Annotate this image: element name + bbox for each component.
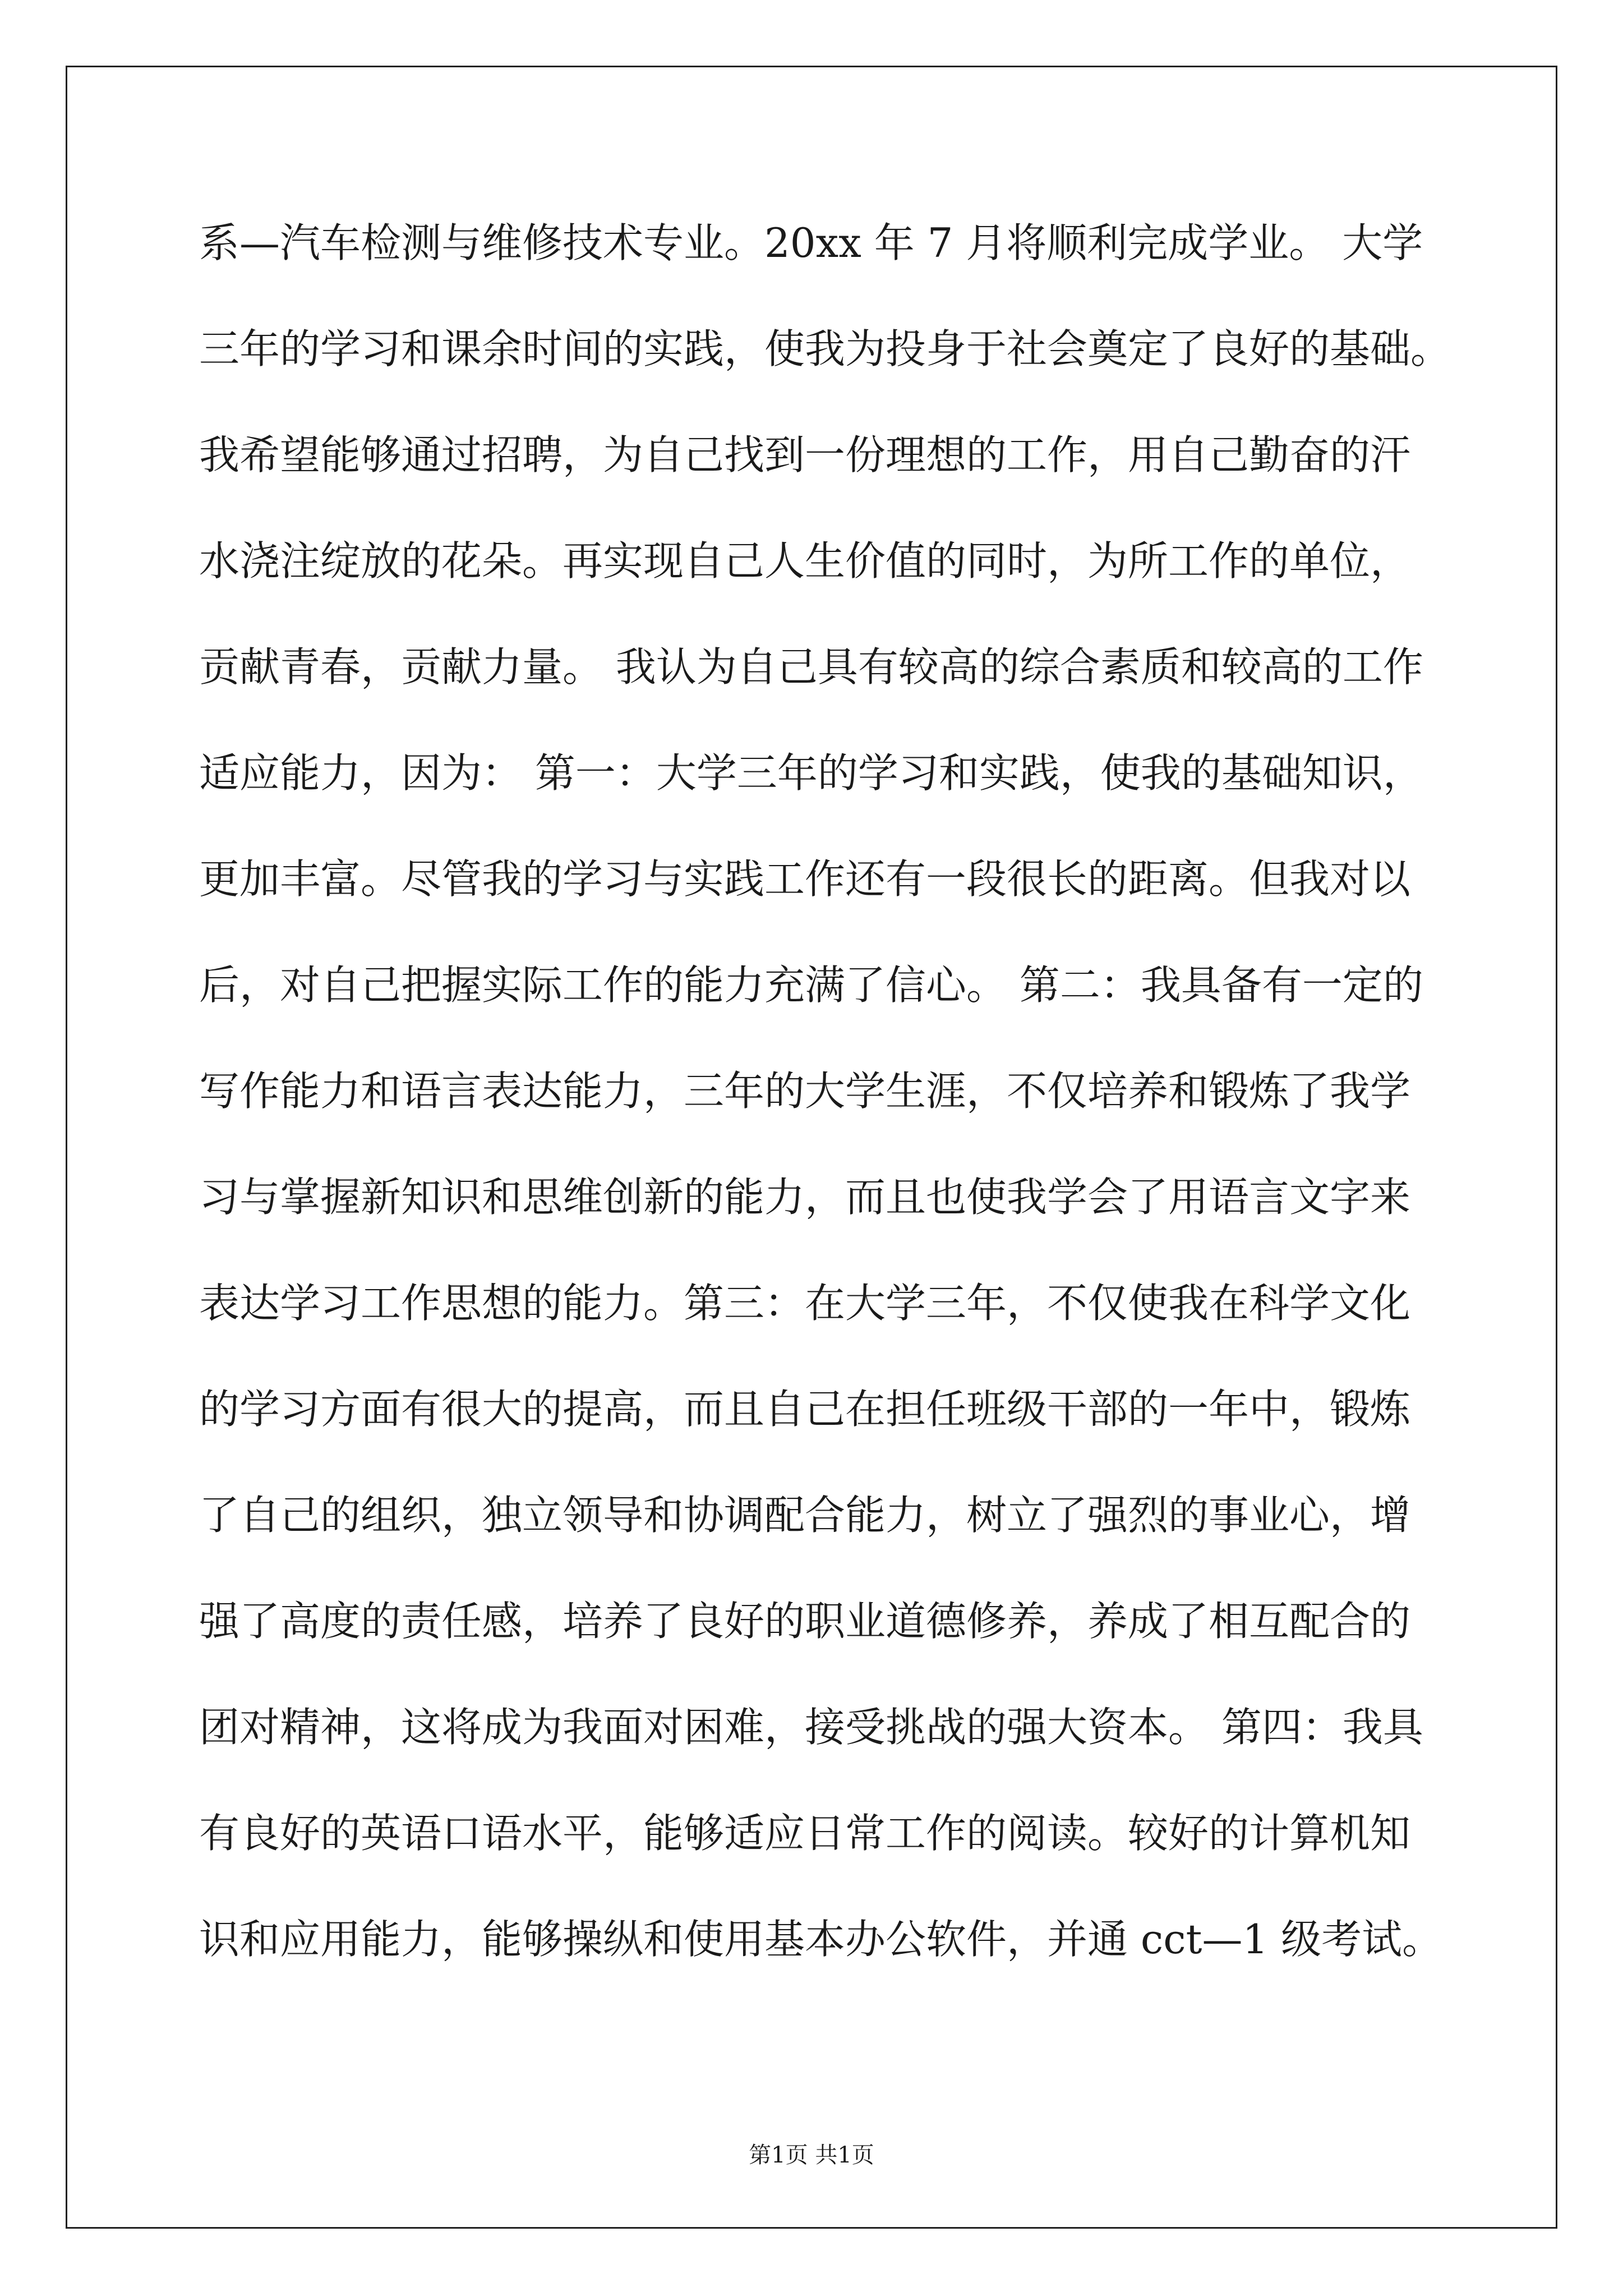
body-line-13: 了自己的组织，独立领导和协调配合能力，树立了强烈的事业心，增: [199, 1492, 1411, 1539]
body-line-4: 水浇注绽放的花朵。再实现自己人生价值的同时，为所工作的单位，: [199, 537, 1411, 585]
body-line-12: 的学习方面有很大的提高，而且自己在担任班级干部的一年中，锻炼: [199, 1386, 1411, 1433]
body-line-14: 强了高度的责任感，培养了良好的职业道德修养，养成了相互配合的: [199, 1598, 1411, 1645]
body-line-8: 后，对自己把握实际工作的能力充满了信心。 第二：我具备有一定的: [199, 961, 1423, 1009]
body-line-7: 更加丰富。尽管我的学习与实践工作还有一段很长的距离。但我对以: [199, 855, 1411, 903]
body-line-9: 写作能力和语言表达能力，三年的大学生涯，不仅培养和锻炼了我学: [199, 1068, 1411, 1115]
body-line-6: 适应能力，因为： 第一：大学三年的学习和实践，使我的基础知识，: [199, 749, 1423, 797]
body-line-17: 识和应用能力，能够操纵和使用基本办公软件，并通 cct—1 级考试。: [199, 1916, 1443, 1963]
body-line-5: 贡献青春，贡献力量。 我认为自己具有较高的综合素质和较高的工作: [199, 643, 1423, 691]
body-line-11: 表达学习工作思想的能力。第三：在大学三年，不仅使我在科学文化: [199, 1280, 1411, 1327]
page-number-footer: 第1页 共1页: [749, 2142, 874, 2168]
body-line-16: 有良好的英语口语水平，能够适应日常工作的阅读。较好的计算机知: [199, 1810, 1411, 1857]
body-line-3: 我希望能够通过招聘，为自己找到一份理想的工作，用自己勤奋的汗: [199, 431, 1411, 478]
body-line-15: 团对精神，这将成为我面对困难，接受挑战的强大资本。 第四：我具: [199, 1704, 1423, 1751]
body-line-2: 三年的学习和课余时间的实践，使我为投身于社会奠定了良好的基础。: [199, 325, 1451, 372]
document-body: [199, 212, 1451, 2014]
body-line-10: 习与掌握新知识和思维创新的能力，而且也使我学会了用语言文字来: [199, 1174, 1411, 1221]
body-line-1: 系—汽车检测与维修技术专业。20xx 年 7 月将顺利完成学业。 大学: [199, 219, 1423, 266]
